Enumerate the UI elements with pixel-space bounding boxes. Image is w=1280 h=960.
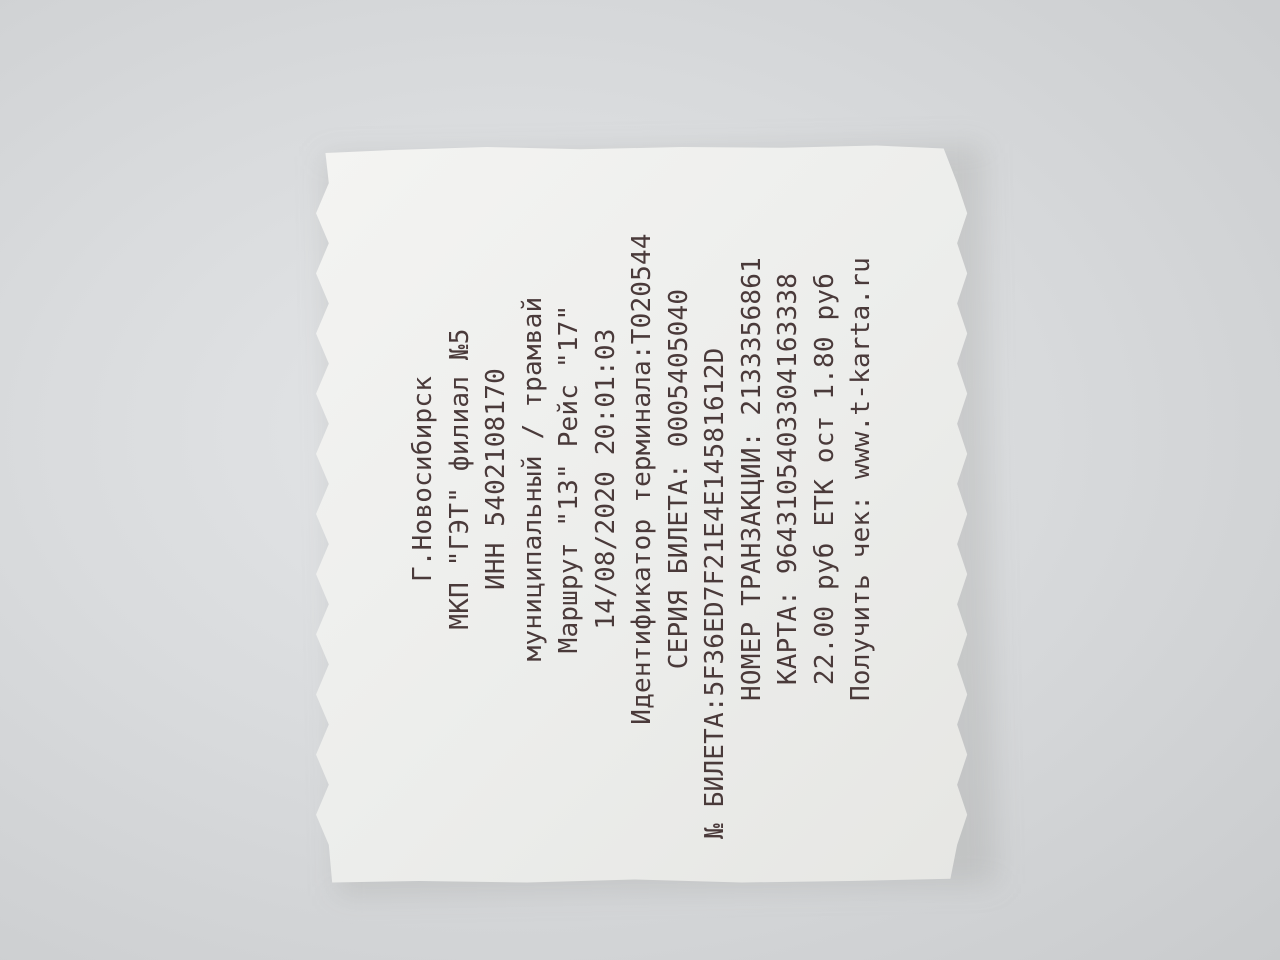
company-line: МКП "ГЭТ" филиал №5	[444, 328, 475, 630]
inn-line: ИНН 5402108170	[480, 368, 511, 590]
transport-line: муниципальный / трамвай	[517, 296, 548, 662]
get-receipt-line: Получить чек: www.t-karta.ru	[845, 257, 876, 701]
ticket-series-line: СЕРИЯ БИЛЕТА: 0005405040	[663, 288, 694, 670]
terminal-line: Идентификатор терминала:T020544	[626, 233, 657, 725]
datetime-line: 14/08/2020 20:01:03	[590, 328, 621, 630]
transaction-line: НОМЕР ТРАНЗАКЦИИ: 2133356861	[736, 257, 767, 701]
route-line: Маршрут "13" Рейс "17"	[553, 304, 584, 654]
balance-line: 22.00 руб ЕТК ост 1.80 руб	[809, 272, 840, 686]
card-line: КАРТА: 9643105403304163338	[772, 272, 803, 686]
receipt-text	[405, 119, 880, 839]
ticket-number-line: № БИЛЕТА:5F36ED7F21E4E14581612D	[699, 347, 730, 839]
city-line: Г.Новосибирск	[407, 375, 438, 583]
